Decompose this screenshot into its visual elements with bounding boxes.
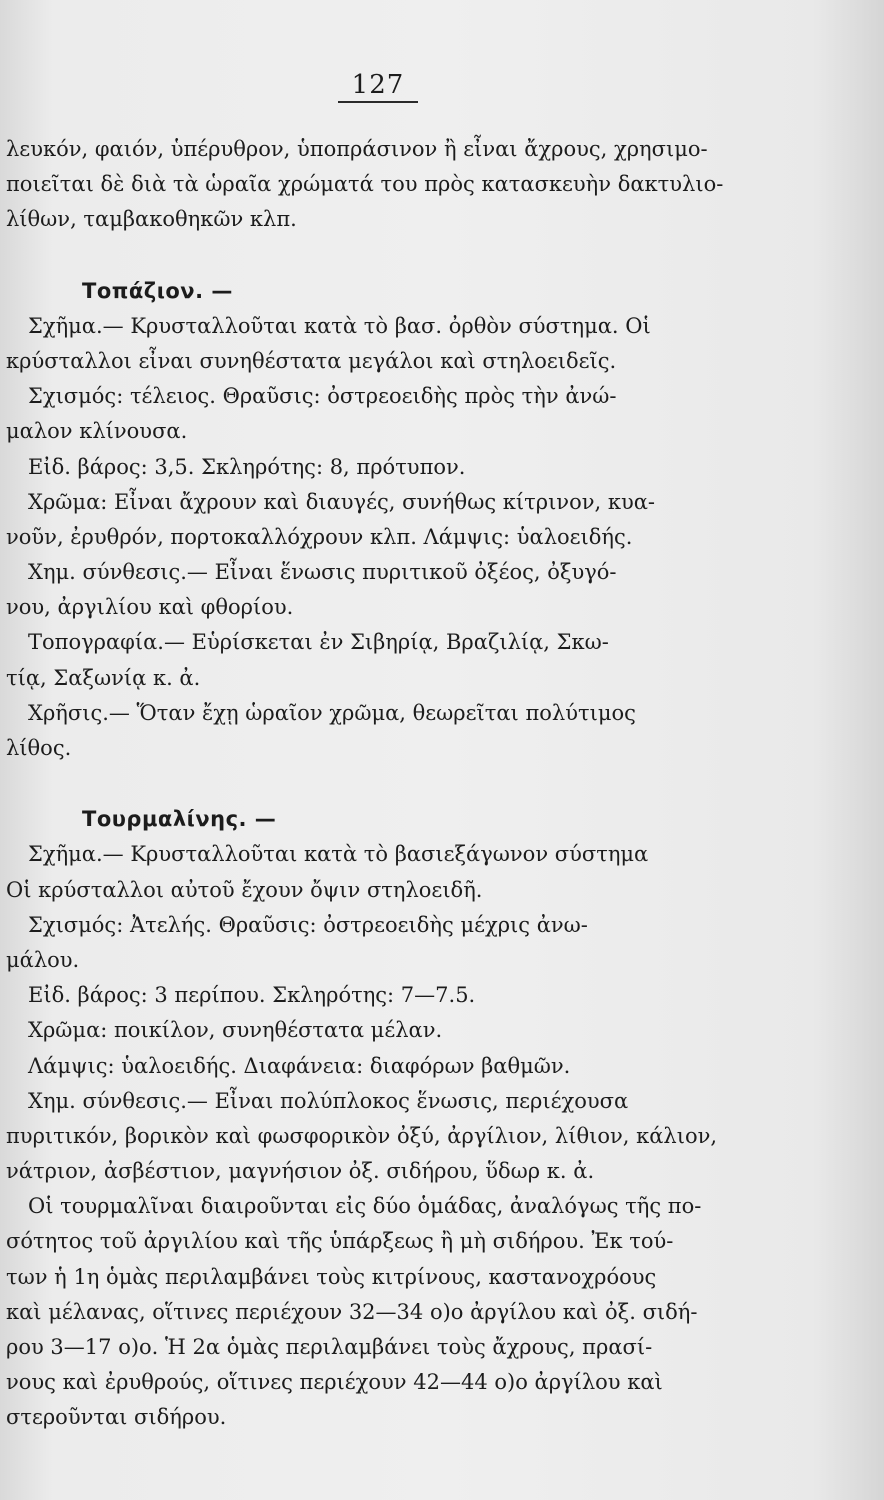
text-line: Χημ. σύνθεσις.— Εἶναι πολύπλοκος ἕνωσις, περιέχουσα	[28, 1088, 629, 1113]
text-line: Εἰδ. βάρος: 3,5. Σκληρότης: 8, πρότυπον.	[28, 454, 466, 479]
page-body	[6, 132, 754, 1436]
section-heading-tourmaline: Τουρμαλίνης. —	[82, 807, 277, 832]
text-line: πυριτικόν, βορικὸν καὶ φωσφορικὸν ὀξύ, ἀργίλιον, λίθιον, κάλιον,	[6, 1123, 718, 1148]
text-line: Λάμψις: ὑαλοειδής. Διαφάνεια: διαφόρων βαθμῶν.	[28, 1053, 571, 1078]
text-line: νοῦν, ἐρυθρόν, πορτοκαλλόχρουν κλπ. Λάμψις: ὑαλοειδής.	[6, 524, 633, 549]
text-line: Εἰδ. βάρος: 3 περίπου. Σκληρότης: 7—7.5.	[28, 983, 476, 1008]
text-line: Χημ. σύνθεσις.— Εἶναι ἕνωσις πυριτικοῦ ὀξέος, ὀξυγό-	[28, 560, 617, 585]
text-line: καὶ μέλανας, οἵτινες περιέχουν 32—34 ο)ο ἀργίλου καὶ ὀξ. σιδή-	[6, 1299, 698, 1324]
text-line: Σχῆμα.— Κρυσταλλοῦται κατὰ τὸ βασ. ὀρθὸν σύστημα. Οἱ	[28, 313, 651, 338]
text-line: μαλον κλίνουσα.	[6, 419, 188, 444]
text-line: στεροῦνται σιδήρου.	[6, 1405, 227, 1430]
text-line: των ἡ 1η ὁμὰς περιλαμβάνει τοὺς κιτρίνους, καστανοχρόους	[6, 1264, 657, 1289]
text-line: νους καὶ ἐρυθρούς, οἵτινες περιέχουν 42—44 ο)ο ἀργίλου καὶ	[6, 1370, 663, 1395]
text-line: νάτριον, ἀσβέστιον, μαγνήσιον ὀξ. σιδήρου, ὕδωρ κ. ἀ.	[6, 1159, 595, 1184]
page-number: 127	[351, 70, 405, 100]
text-line: Σχῆμα.— Κρυσταλλοῦται κατὰ τὸ βασιεξάγωνον σύστημα	[28, 842, 649, 867]
text-line: Χρῶμα: ποικίλον, συνηθέστατα μέλαν.	[28, 1018, 443, 1043]
text-line: Χρῆσις.— Ὅταν ἔχῃ ὡραῖον χρῶμα, θεωρεῖται πολύτιμος	[28, 700, 636, 725]
text-line: μάλου.	[6, 947, 80, 972]
page-number-rule	[338, 101, 418, 103]
text-line: τίᾳ, Σαξωνίᾳ κ. ἀ.	[6, 665, 201, 690]
text-line: σότητος τοῦ ἀργιλίου καὶ τῆς ὑπάρξεως ἢ μὴ σιδήρου. Ἐκ τού-	[6, 1229, 674, 1254]
text-line: κρύσταλλοι εἶναι συνηθέστατα μεγάλοι καὶ στηλοειδεῖς.	[6, 348, 617, 373]
text-line: ρου 3—17 ο)ο. Ἡ 2α ὁμὰς περιλαμβάνει τοὺς ἄχρους, πρασί-	[6, 1335, 653, 1359]
text-line: Σχισμός: τέλειος. Θραῦσις: ὀστρεοειδὴς πρὸς τὴν ἀνώ-	[28, 384, 617, 409]
section-heading-topaz: Τοπάζιον. —	[82, 278, 233, 303]
text-line: Σχισμός: Ἀτελής. Θραῦσις: ὀστρεοειδὴς μέχρις ἀνω-	[28, 912, 588, 937]
text-line: νου, ἀργιλίου καὶ φθορίου.	[6, 595, 294, 620]
text-line: λίθος.	[6, 736, 72, 760]
text-line: λευκόν, φαιόν, ὑπέρυθρον, ὑποπράσινον ἢ εἶναι ἄχρους, χρησιμο-	[6, 137, 708, 161]
text-line: Οἱ τουρμαλῖναι διαιροῦνται εἰς δύο ὁμάδας, ἀναλόγως τῆς πο-	[28, 1194, 702, 1219]
text-line: Τοπογραφία.— Εὑρίσκεται ἐν Σιβηρίᾳ, Βραζιλίᾳ, Σκω-	[28, 630, 609, 655]
text-line: Οἱ κρύσταλλοι αὐτοῦ ἔχουν ὄψιν στηλοειδῆ.	[6, 877, 483, 902]
text-line: ποιεῖται δὲ διὰ τὰ ὡραῖα χρώματά του πρὸς κατασκευὴν δακτυλιο-	[6, 172, 724, 197]
text-line: Χρῶμα: Εἶναι ἄχρουν καὶ διαυγές, συνήθως κίτρινον, κυα-	[28, 489, 656, 514]
text-line: λίθων, ταμβακοθηκῶν κλπ.	[6, 207, 297, 232]
